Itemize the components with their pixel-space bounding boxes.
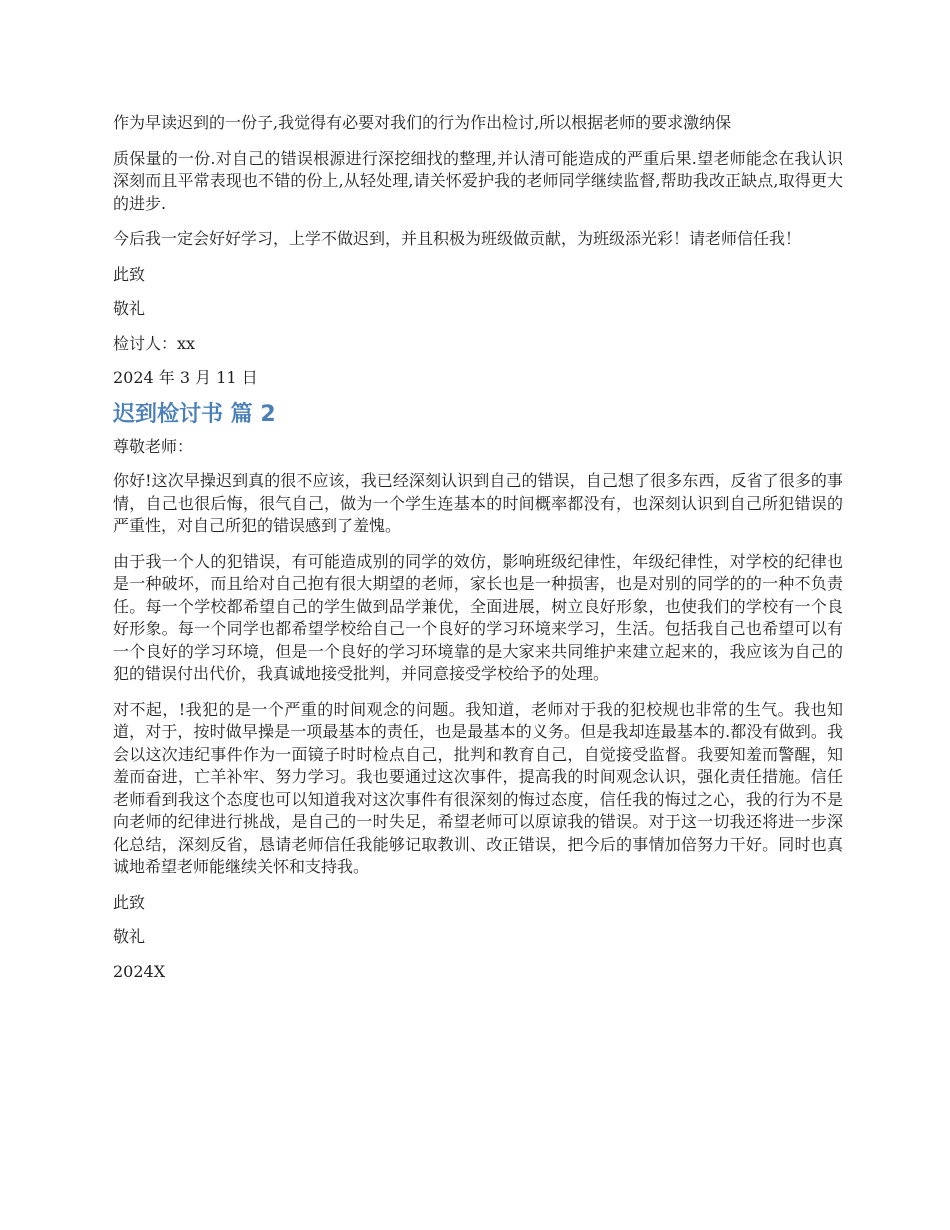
closing-jingli: 敬礼 xyxy=(113,299,146,318)
paragraph-intro: 作为早读迟到的一份子,我觉得有必要对我们的行为作出检讨,所以根据老师的要求激纳保 xyxy=(113,113,732,132)
signer-line: 检讨人：xx xyxy=(113,333,196,353)
date-line: 2024 年 3 月 11 日 xyxy=(113,368,258,387)
closing-cizhi-2: 此致 xyxy=(113,892,146,912)
closing-cizhi: 此致 xyxy=(113,264,146,284)
section-heading: 迟到检讨书 篇 2 xyxy=(113,401,276,427)
paragraph-consequences: 由于我一个人的犯错误，有可能造成别的同学的效仿，影响班级纪律性，年级纪律性，对学校的纪律也是一种破坏，而且给对自己抱有很大期望的老师，家长也是一种损害，也是对别的同学的的一种不负责任。每一个学校都希望自己的学生做到品学兼优，全面进展，树立良好形象，也使我们的学校有一个良好形象。每一个同学也都希望学校给自己一个良好的学习环境来学习，生活。包括我自己也希望可以有一个良好的学习环境，但是一个良好的学习环境靠的是大家来共同维护来建立起来的，我应该为自己的犯的错误付出代价，我真诚地接受批判，并同意接受学校给予的处理。 xyxy=(113,551,843,683)
paragraph-commitment: 对不起，!我犯的是一个严重的时间观念的问题。我知道，老师对于我的犯校规也非常的生气。我也知道，对于，按时做早操是一项最基本的责任，也是最基本的义务。但是我却连最基本的.都没有做到。我会以这次违纪事件作为一面镜子时时检点自己，批判和教育自己，自觉接受监督。我要知羞而警醒，知羞而奋进，亡羊补牢、努力学习。我也要通过这次事件，提高我的时间观念认识，强化责任措施。信任老师看到我这个态度也可以知道我对这次事件有很深刻的悔过态度，信任我的悔过之心，我的行为不是向老师的纪律进行挑战，是自己的一时失足，希望老师可以原谅我的错误。对于这一切我还将进一步深化总结，深刻反省，恳请老师信任我能够记取教训、改正错误，把今后的事情加倍努力干好。同时也真诚地希望老师能继续关怀和支持我。 xyxy=(113,699,843,876)
paragraph-apology: 你好!这次早操迟到真的很不应该，我已经深刻认识到自己的错误，自己想了很多东西，反省了很多的事情，自己也很后悔，很气自己，做为一个学生连基本的时间概率都没有，也深刻认识到自己所犯错误的严重性，对自己所犯的错误感到了羞愧。 xyxy=(113,471,843,535)
paragraph-reflection: 质保量的一份.对自己的错误根源进行深挖细找的整理,并认清可能造成的严重后果.望老师能念在我认识深刻而且平常表现也不错的份上,从轻处理,请关怀爱护我的老师同学继续监督,帮助我改正缺点,取得更大的进步. xyxy=(113,148,843,213)
salutation: 尊敬老师： xyxy=(113,436,194,456)
document-page xyxy=(113,112,843,995)
paragraph-promise: 今后我一定会好好学习，上学不做迟到，并且积极为班级做贡献，为班级添光彩！请老师信任我！ xyxy=(113,229,802,248)
closing-jingli-2: 敬礼 xyxy=(113,927,146,946)
date-line-2: 2024X xyxy=(113,961,166,981)
